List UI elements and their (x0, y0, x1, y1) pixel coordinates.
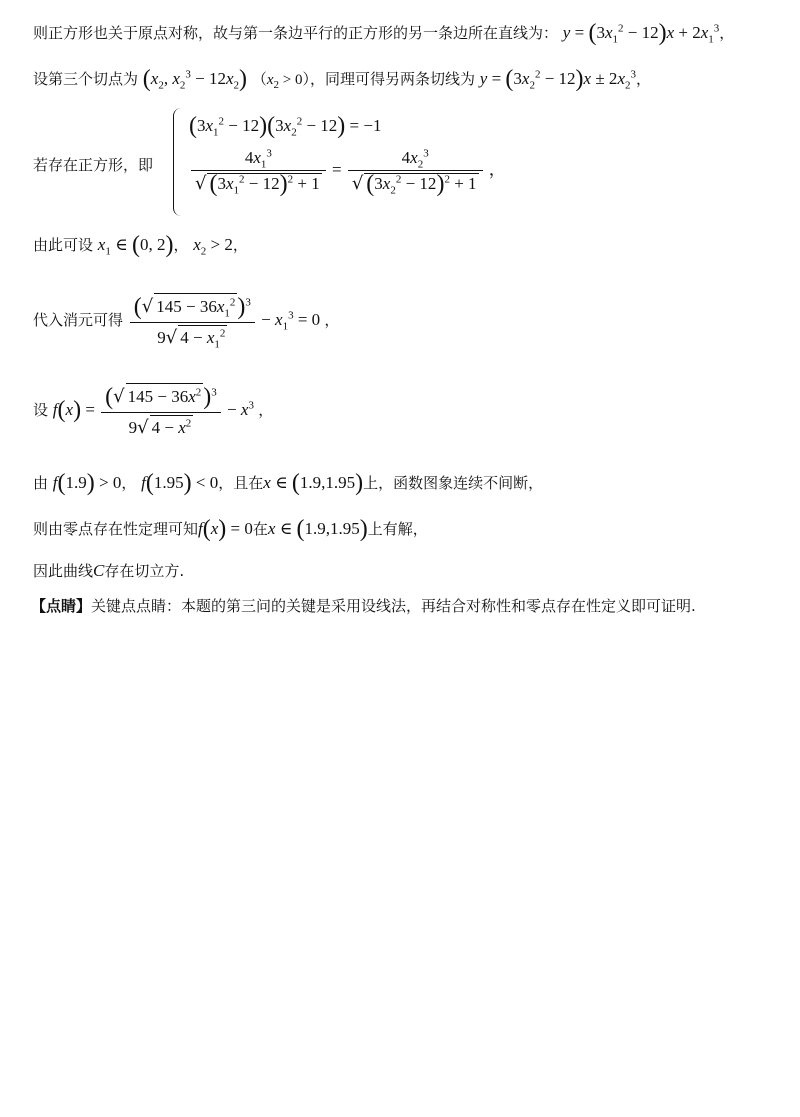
line-6: 设 f(x) = $\frac{(√ 145 - 36x^2)^3}{9√ 4 - x^2}$ − $x^3$ ， (33, 383, 274, 438)
line-6-text: 设 (33, 401, 49, 419)
perpendicular-condition: $(3x_1^2 - 12)(3x_2^2 - 12) = -1$ (189, 113, 382, 139)
x2-positive: $x_2 > 0$ (266, 72, 303, 91)
line-10 (31, 595, 696, 617)
line-1: 则正方形也关于原点对称，故与第一条边平行的正方形的另一条边所在直线为： $y = (3x_1^2 - 12)x + 2x_1^3$， (33, 20, 735, 46)
line-5-text: 代入消元可得 (33, 311, 124, 329)
line-3-label: 若存在正方形，即 (33, 156, 154, 174)
line-9-text: 因此曲线 (33, 562, 94, 580)
equation-line-one: $y = (3x_1^2 - 12)x + 2x_1^3$ (562, 20, 720, 46)
line-2-text-a: 设第三个切点为 (33, 70, 139, 88)
line-9-text-b: 存在切立方. (104, 562, 185, 580)
line-2-text-b: （ (251, 70, 267, 88)
line-4: 由此可设 $x_1$ ∈ (0, 2)， $x_2 > 2$， (33, 232, 248, 258)
line-8-text-a: 则由零点存在性定理可知 (33, 520, 199, 538)
line-9 (33, 560, 184, 582)
line-1-text: 则正方形也关于原点对称，故与第一条边平行的正方形的另一条边所在直线为： (33, 24, 559, 42)
key-point-label: 【点睛】 (31, 597, 92, 615)
line-7 (33, 472, 543, 494)
line-8 (33, 518, 428, 540)
line-2: 设第三个切点为 ($x_2$, $x_2^3 - 12x_2$) $(x_2 > 0)$，同理可得另两条切线为 $y = (3x_2^2 - 12)x \pm 2x_2^3$， (33, 66, 651, 92)
fraction-left: $\frac{4x_1^3}{√ (3x_1^2 - 12)^2 + 1}$ (191, 148, 326, 194)
line-7-text-b: ， (121, 474, 137, 492)
x1-range: $x_1$ ∈ (0, 2) (97, 232, 174, 258)
line-5: 代入消元可得 $\frac{(√ 145 - 36x_1^2)^3}{9√ 4 - x_1^2}$ − $x_1^3 = 0$ ， (33, 293, 340, 350)
line-4-text-b: ， (173, 236, 189, 254)
line-7-text-c: ，且在 (218, 474, 264, 492)
line-4-text-a: 由此可设 (33, 236, 94, 254)
distance-condition: $\frac{4x_1^3}{√ (3x_1^2 - 12)^2 + 1}$ = $\frac{4x_2^3}{√ (3x_2^2 - 12)^2 + 1}$ ， (189, 148, 506, 194)
third-tangent-point: ($x_2$, $x_2^3 - 12x_2$) (142, 66, 248, 92)
f-at-1-95: f(1.95) < 0 (141, 470, 219, 496)
interval-1: x ∈ (1.9,1.95) (263, 470, 364, 496)
x2-greater: $x_2 > 2$ (193, 235, 233, 258)
line-7-text-d: 上，函数图象连续不间断， (363, 474, 544, 492)
left-brace (173, 108, 184, 216)
fraction-right: $\frac{4x_2^3}{√ (3x_2^2 - 12)^2 + 1}$ (348, 148, 483, 194)
f-at-1-9: f(1.9) > 0 (52, 470, 122, 496)
line-8-text-c: 上有解， (367, 520, 428, 538)
interval-2: x ∈ (1.9,1.95) (267, 516, 368, 542)
line-8-text-b: 在 (252, 520, 268, 538)
function-fraction: $\frac{(√ 145 - 36x^2)^3}{9√ 4 - x^2}$ (101, 383, 221, 440)
elimination-equation: $\frac{(√ 145 - 36x_1^2)^3}{9√ 4 - x_1^2}$ − $x_1^3 = 0$ (128, 310, 325, 329)
line-2-text-c: ），同理可得另两条切线为 (302, 70, 475, 88)
function-definition: f(x) = $\frac{(√ 145 - 36x^2)^3}{9√ 4 - x^2}$ − $x^3$ (52, 383, 254, 438)
key-point-text: 关键点点睛：本题的第三问的关键是采用设线法，再结合对称性和零点存在性定义即可证明. (91, 597, 696, 615)
tangent-lines-equation: $y = (3x_2^2 - 12)x \pm 2x_2^3$ (479, 66, 636, 92)
elimination-fraction: $\frac{(√ 145 - 36x_1^2)^3}{9√ 4 - x_1^2}$ (130, 293, 255, 350)
line-7-text-a: 由 (33, 474, 49, 492)
f-equals-zero: f(x) = 0 (198, 516, 253, 542)
curve-c: C (93, 561, 105, 580)
